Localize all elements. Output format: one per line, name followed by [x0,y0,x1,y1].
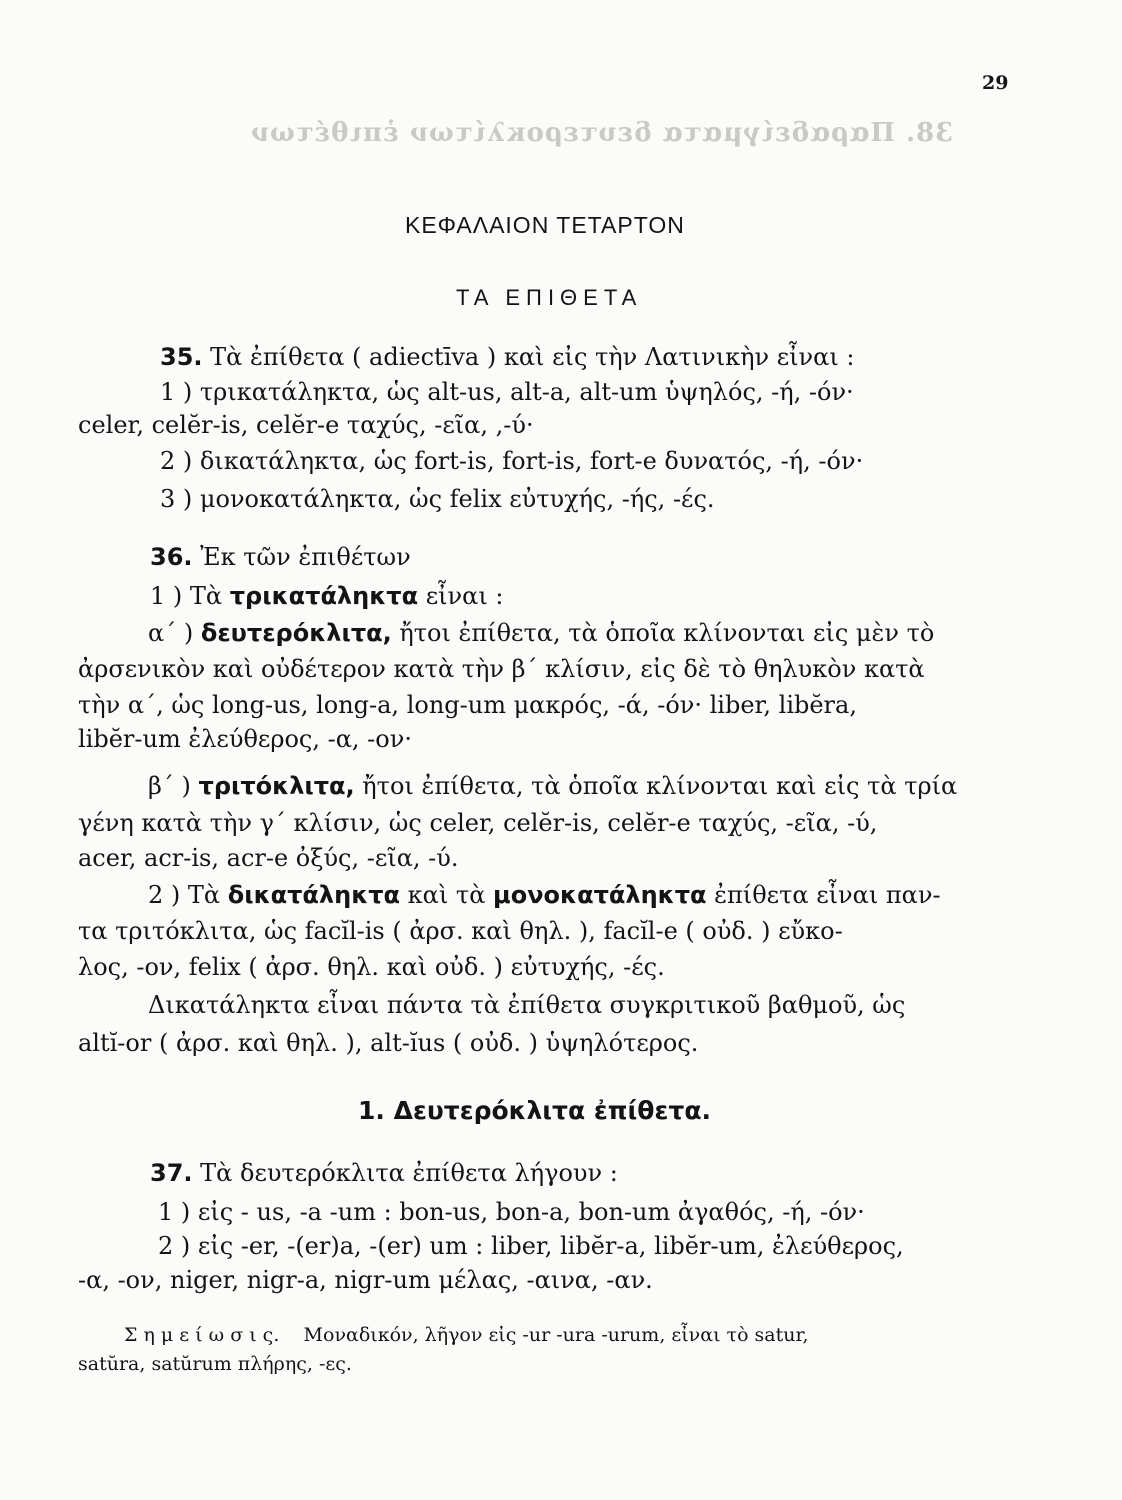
paragraph-36-line-12: λος, -ον, felix ( ἀρσ. θηλ. καὶ οὐδ. ) εὐτυχής, -ές. [78,953,665,981]
paragraph-36-line-13: Δικατάληκτα εἶναι πάντα τὰ ἐπίθετα συγκριτικοῦ βαθμοῦ, ὡς [148,991,906,1019]
paragraph-36-line-2: 1 ) Τὰ τρικατάληκτα εἶναι : [150,582,504,610]
paragraph-37-line-3: 2 ) εἰς -er, -(er)a, -(er) um : liber, libĕr-a, libĕr-um, ἐλεύθερος, [158,1232,904,1260]
note-line-2: satŭra, satŭrum πλήρης, -ες. [78,1353,352,1375]
paragraph-36-line-4: ἀρσενικὸν καὶ οὐδέτερον κατὰ τὴν β΄ κλίσιν, εἰς δὲ τὸ θηλυκὸν κατὰ [78,655,925,683]
note-label: Σ η μ ε ί ω σ ι ς. [124,1324,280,1346]
paragraph-35-line-5: 3 ) μονοκατάληκτα, ὡς felix εὐτυχής, -ής, -ές. [160,485,715,513]
paragraph-35-line-4: 2 ) δικατάληκτα, ὡς fort-is, fort-is, fort-e δυνατός, -ή, -όν· [160,447,864,475]
paragraph-35-line-2: 1 ) τρικατάληκτα, ὡς alt-us, alt-a, alt-um ὑψηλός, -ή, -όν· [160,378,854,406]
paragraph-number: 37. [150,1159,193,1187]
paragraph-number: 35. [160,343,203,371]
paragraph-35-line-1: 35. Τὰ ἐπίθετα ( adiectīva ) καὶ εἰς τὴν Λατινικὴν εἶναι : [160,343,855,371]
paragraph-36-line-5: τὴν α΄, ὡς long-us, long-a, long-um μακρός, -ά, -όν· liber, libĕra, [78,691,857,719]
paragraph-36-line-8: γένη κατὰ τὴν γ΄ κλίσιν, ὡς celer, celĕr-is, celĕr-e ταχύς, -εῖα, -ύ, [78,809,878,837]
chapter-title: ΚΕΦΑΛΑΙΟΝ ΤΕΤΑΡΤΟΝ [405,212,685,238]
paragraph-36-line-14: altĭ-or ( ἀρσ. καὶ θηλ. ), alt-ĭus ( οὐδ. ) ὑψηλότερος. [78,1029,699,1057]
paragraph-36-line-7: β΄ ) τριτόκλιτα, ἤτοι ἐπίθετα, τὰ ὁποῖα κλίνονται καὶ εἰς τὰ τρία [148,772,958,800]
bleed-through-text: 38. Παραδείγματα δευτεροκλίτων ἐπιθέτων [250,118,954,148]
section-title: ΤΑ ΕΠΙΘΕΤΑ [456,285,643,310]
page-number: 29 [982,72,1009,94]
paragraph-37-line-4: -α, -ον, niger, nigr-a, nigr-um μέλας, -αινα, -αν. [78,1266,653,1294]
paragraph-36-line-11: τα τριτόκλιτα, ὡς facĭl-is ( ἀρσ. καὶ θηλ. ), facĭl-e ( οὐδ. ) εὔκο- [78,917,843,945]
note-line-1: Σ η μ ε ί ω σ ι ς. Μοναδικόν, λῆγον εἰς -ur -ura -urum, εἶναι τὸ satur, [124,1324,809,1346]
paragraph-36-line-6: libĕr-um ἐλεύθερος, -α, -ον· [78,725,412,753]
paragraph-36-line-9: acer, acr-is, acr-e ὀξύς, -εῖα, -ύ. [78,844,459,872]
paragraph-37-line-2: 1 ) εἰς - us, -a -um : bon-us, bon-a, bon-um ἀγαθός, -ή, -όν· [158,1198,865,1226]
paragraph-36-line-10: 2 ) Τὰ δικατάληκτα καὶ τὰ μονοκατάληκτα ἐπίθετα εἶναι παν- [148,881,941,909]
subsection-heading: 1. Δευτερόκλιτα ἐπίθετα. [358,1096,711,1125]
paragraph-36-line-1: 36. Ἐκ τῶν ἐπιθέτων [150,543,411,571]
paragraph-35-line-3: celer, celĕr-is, celĕr-e ταχύς, -εῖα, ,-ύ· [78,411,534,439]
paragraph-36-line-3: α΄ ) δευτερόκλιτα, ἤτοι ἐπίθετα, τὰ ὁποῖα κλίνονται εἰς μὲν τὸ [148,619,935,647]
paragraph-37-line-1: 37. Τὰ δευτερόκλιτα ἐπίθετα λήγουν : [150,1159,618,1187]
paragraph-number: 36. [150,543,193,571]
